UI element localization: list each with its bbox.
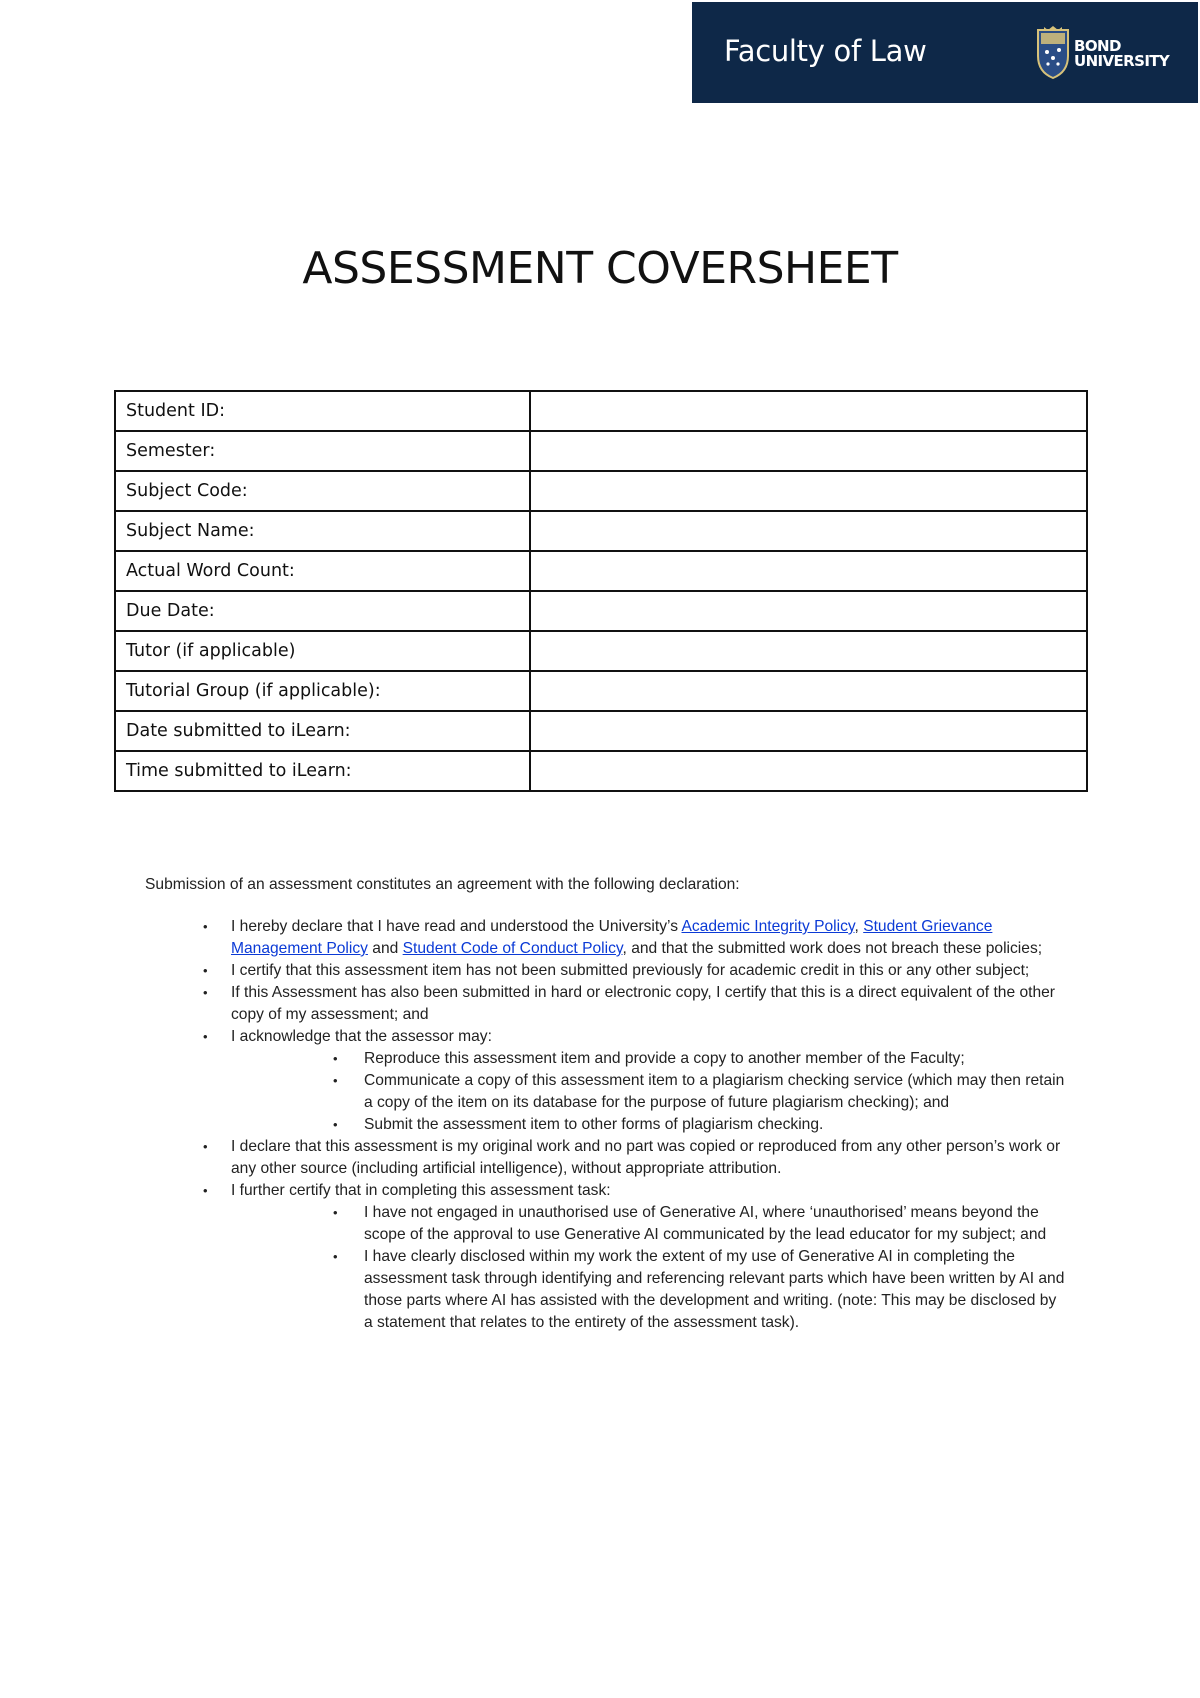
table-row: [115, 711, 1087, 751]
due-date-field[interactable]: [530, 591, 1087, 631]
bullet-icon: •: [333, 1073, 338, 1088]
form-label: Subject Name:: [115, 511, 530, 551]
form-label: Semester:: [115, 431, 530, 471]
student-id-field[interactable]: [530, 391, 1087, 431]
list-item: • Reproduce this assessment item and provide a copy to another member of the Faculty;: [145, 1048, 1065, 1070]
list-item: • I hereby declare that I have read and understood the University’s Academic Integrity Policy, Student Grievance Management Policy and Student Code of Conduct Policy, and that the submitted work does not breach these policies;: [203, 918, 1043, 957]
university-crest-icon: [1036, 26, 1070, 80]
bullet-icon: •: [203, 985, 208, 1000]
table-row: [115, 391, 1087, 431]
form-label: Student ID:: [115, 391, 530, 431]
form-label: Time submitted to iLearn:: [115, 751, 530, 791]
header-banner: [692, 2, 1198, 103]
logo-wordmark: BOND UNIVERSITY: [1074, 37, 1170, 70]
academic-integrity-policy-link[interactable]: Academic Integrity Policy: [681, 918, 855, 935]
bullet-icon: •: [203, 1029, 208, 1044]
list-item: • I have clearly disclosed within my work the extent of my use of Generative AI in completing the assessment task through identifying and referencing relevant parts which have been written by AI and those parts where AI has assisted with the development and writing. (note: This may be disclosed by a statement that relates to the entirety of the assessment task).: [333, 1248, 1065, 1331]
coversheet-form-table: [114, 390, 1088, 792]
table-row: [115, 631, 1087, 671]
list-item: • I have not engaged in unauthorised use of Generative AI, where ‘unauthorised’ means beyond the scope of the approval to use Generative AI communicated by the lead educator for my subject; and: [333, 1204, 1047, 1243]
form-label: Actual Word Count:: [115, 551, 530, 591]
bullet-icon: •: [203, 1183, 208, 1198]
subject-name-field[interactable]: [530, 511, 1087, 551]
list-item: • If this Assessment has also been submitted in hard or electronic copy, I certify that this is a direct equivalent of the other copy of my assessment; and: [203, 984, 1056, 1023]
bullet-icon: •: [203, 919, 208, 934]
table-row: [115, 551, 1087, 591]
form-label: Subject Code:: [115, 471, 530, 511]
faculty-title: Faculty of Law: [724, 34, 927, 68]
bullet-icon: •: [203, 1139, 208, 1154]
list-item: • I acknowledge that the assessor may: • Reproduce this assessment item and provide a copy to another member of the Faculty; • Communicate a copy of this assessment item to a plagiarism checking service (which may then retain a copy of the item on its database for the purpose of future plagiarism checking); and • Submit the assessment item to other forms of plagiarism checking.: [145, 1026, 1065, 1136]
bullet-icon: •: [333, 1117, 338, 1132]
tutorial-group-field[interactable]: [530, 671, 1087, 711]
bond-university-logo: [1036, 26, 1196, 82]
table-row: [115, 751, 1087, 791]
bullet-icon: •: [333, 1249, 338, 1264]
bullet-icon: •: [333, 1051, 338, 1066]
subject-code-field[interactable]: [530, 471, 1087, 511]
assessor-permissions-list: [145, 1048, 1065, 1136]
semester-field[interactable]: [530, 431, 1087, 471]
list-item: • I declare that this assessment is my original work and no part was copied or reproduced from any other person’s work or any other source (including artificial intelligence), without appropriate attribution.: [203, 1138, 1061, 1177]
date-submitted-field[interactable]: [530, 711, 1087, 751]
declaration-section: [145, 874, 1065, 1334]
table-row: [115, 431, 1087, 471]
table-row: [115, 471, 1087, 511]
declaration-intro: Submission of an assessment constitutes an agreement with the following declaration:: [145, 876, 740, 893]
bullet-icon: •: [333, 1205, 338, 1220]
table-row: [115, 511, 1087, 551]
bullet-icon: •: [203, 963, 208, 978]
time-submitted-field[interactable]: [530, 751, 1087, 791]
declaration-list: [145, 916, 1065, 1334]
form-label: Tutor (if applicable): [115, 631, 530, 671]
tutor-field[interactable]: [530, 631, 1087, 671]
list-item: • I further certify that in completing this assessment task: • I have not engaged in unauthorised use of Generative AI, where ‘unauthorised’ means beyond the scope of the approval to use Generative AI communicated by the lead educator for my subject; and • I have clearly disclosed within my work the extent of my use of Generative AI in completing the assessment task through identifying and referencing relevant parts which have been written by AI and those parts where AI has assisted with the development and writing. (note: This may be disclosed by a statement that relates to the entirety of the assessment task).: [145, 1180, 1065, 1334]
student-grievance-policy-link[interactable]: Student Grievance Management Policy: [231, 918, 993, 957]
word-count-field[interactable]: [530, 551, 1087, 591]
list-item: • I certify that this assessment item has not been submitted previously for academic credit in this or any other subject;: [145, 960, 1065, 982]
table-row: [115, 671, 1087, 711]
table-row: [115, 591, 1087, 631]
page-title: ASSESSMENT COVERSHEET: [302, 243, 898, 294]
form-label: Due Date:: [115, 591, 530, 631]
list-item: • Communicate a copy of this assessment item to a plagiarism checking service (which may then retain a copy of the item on its database for the purpose of future plagiarism checking); and: [333, 1072, 1065, 1111]
student-code-of-conduct-link[interactable]: Student Code of Conduct Policy: [402, 940, 623, 957]
form-label: Date submitted to iLearn:: [115, 711, 530, 751]
form-label: Tutorial Group (if applicable):: [115, 671, 530, 711]
list-item: • Submit the assessment item to other forms of plagiarism checking.: [145, 1114, 1065, 1136]
generative-ai-certification-list: [145, 1202, 1065, 1334]
